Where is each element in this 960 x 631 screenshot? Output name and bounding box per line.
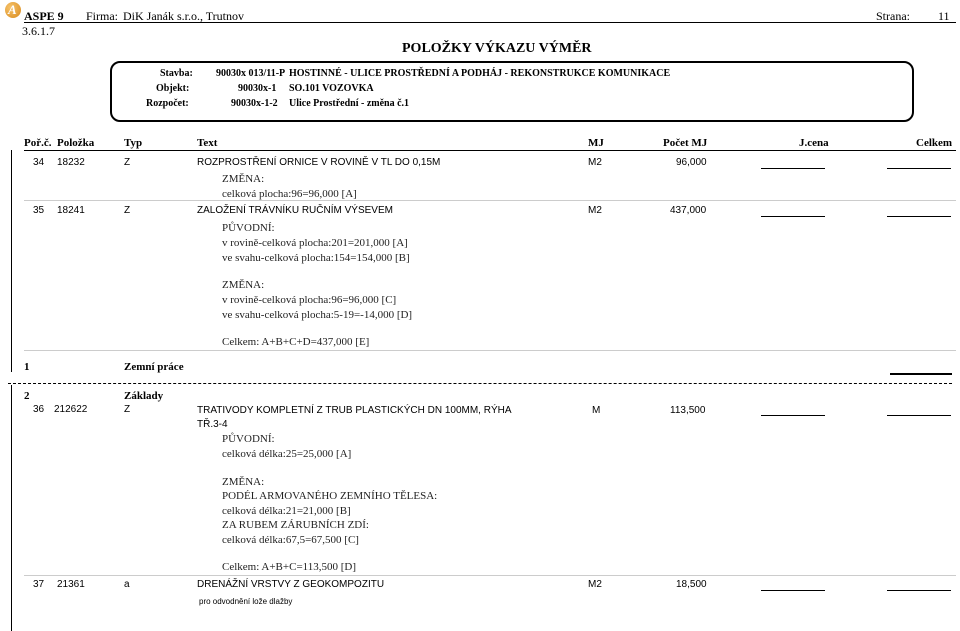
row35-polozka: 18241 (57, 205, 85, 216)
row35-text: ZALOŽENÍ TRÁVNÍKU RUČNÍM VÝSEVEM (197, 205, 393, 216)
row34-por: 34 (33, 157, 45, 168)
section-num: 2 (24, 390, 30, 402)
section-total-rule (890, 373, 952, 375)
header-rule (24, 22, 956, 23)
row-divider (24, 575, 956, 576)
row34-note: ZMĚNA: (222, 173, 265, 185)
row36-por: 36 (33, 404, 45, 415)
objekt-code: 90030x-1 (238, 83, 277, 94)
row37-por: 37 (33, 579, 45, 590)
row37-note: pro odvodnění lože dlažby (199, 597, 293, 606)
column-header-rule (24, 150, 956, 151)
row34-text: ROZPROSTŘENÍ ORNICE V ROVINĚ V TL DO 0,15M (197, 157, 441, 168)
row37-mj: M2 (588, 579, 602, 590)
firma-value: DiK Janák s.r.o., Trutnov (123, 9, 245, 23)
row-divider (24, 350, 956, 351)
row37-pocet: 18,500 (676, 579, 707, 590)
row36-note: Celkem: A+B+C=113,500 [D] (222, 561, 357, 573)
row34-polozka: 18232 (57, 157, 85, 168)
col-celkem: Celkem (916, 137, 953, 149)
row36-typ: Z (124, 404, 131, 415)
frame-left-2 (11, 385, 12, 631)
app-version: 3.6.1.7 (22, 24, 55, 38)
row35-typ: Z (124, 205, 131, 216)
row36-mj: M (592, 405, 601, 416)
row34-pocet: 96,000 (676, 157, 707, 168)
aspe-logo (5, 2, 21, 18)
row37-text: DRENÁŽNÍ VRSTVY Z GEOKOMPOZITU (197, 579, 385, 590)
section-name: Zemní práce (124, 361, 184, 373)
app-name: ASPE 9 (24, 9, 64, 23)
row35-mj: M2 (588, 205, 602, 216)
row36-polozka: 212622 (54, 404, 88, 415)
stavba-label: Stavba: (160, 68, 193, 79)
row35-pocet: 437,000 (670, 205, 707, 216)
row34-celkem-blank (887, 168, 951, 169)
col-text: Text (197, 137, 218, 149)
row35-note: ve svahu-celková plocha:154=154,000 [B] (222, 252, 410, 264)
row34-note: celková plocha:96=96,000 [A] (222, 188, 357, 200)
col-pocet: Počet MJ (663, 137, 708, 149)
section-separator (8, 383, 952, 384)
rozpocet-label: Rozpočet: (146, 98, 189, 109)
row-divider (24, 200, 956, 201)
firma-label: Firma: (86, 9, 118, 23)
logo-letter: A (8, 2, 17, 17)
row35-note: v rovině-celková plocha:201=201,000 [A] (222, 237, 408, 249)
row36-text-2: TŘ.3-4 (197, 419, 228, 430)
frame-left-1 (11, 150, 12, 372)
row36-note: PŮVODNÍ: (222, 433, 275, 445)
row34-jcena-blank (761, 168, 825, 169)
row36-jcena-blank (761, 415, 825, 416)
row35-por: 35 (33, 205, 45, 216)
row36-note: celková délka:25=25,000 [A] (222, 448, 352, 460)
row34-mj: M2 (588, 157, 602, 168)
stavba-name: HOSTINNÉ - ULICE PROSTŘEDNÍ A PODHÁJ - REKONSTRUKCE KOMUNIKACE (289, 68, 671, 79)
row34-typ: Z (124, 157, 131, 168)
row35-note: Celkem: A+B+C+D=437,000 [E] (222, 336, 370, 348)
row35-note: ZMĚNA: (222, 279, 265, 291)
row37-jcena-blank (761, 590, 825, 591)
rozpocet-code: 90030x-1-2 (231, 98, 278, 109)
row36-note: ZA RUBEM ZÁRUBNÍCH ZDÍ: (222, 519, 369, 531)
row36-pocet: 113,500 (670, 405, 706, 416)
row35-note: v rovině-celková plocha:96=96,000 [C] (222, 294, 397, 306)
row35-note: ve svahu-celková plocha:5-19=-14,000 [D] (222, 309, 413, 321)
row36-celkem-blank (887, 415, 951, 416)
row35-celkem-blank (887, 216, 951, 217)
row35-jcena-blank (761, 216, 825, 217)
stavba-code: 90030x 013/11-P (216, 68, 286, 79)
row35-note: PŮVODNÍ: (222, 222, 275, 234)
row37-polozka: 21361 (57, 579, 85, 590)
row36-note: celková délka:21=21,000 [B] (222, 505, 351, 517)
row37-celkem-blank (887, 590, 951, 591)
section-num: 1 (24, 361, 30, 373)
row36-note: ZMĚNA: (222, 476, 265, 488)
col-polozka: Položka (57, 137, 95, 149)
row37-typ: a (124, 579, 130, 590)
row36-note: PODÉL ARMOVANÉHO ZEMNÍHO TĚLESA: (222, 490, 438, 502)
strana-label: Strana: (876, 9, 910, 23)
strana-value: 11 (938, 9, 950, 23)
objekt-label: Objekt: (156, 83, 190, 94)
rozpocet-name: Ulice Prostřední - změna č.1 (289, 98, 410, 109)
col-jcena: J.cena (799, 137, 829, 149)
col-typ: Typ (124, 137, 143, 149)
col-por: Poř.č. (24, 137, 52, 149)
page-title: POLOŽKY VÝKAZU VÝMĚR (402, 41, 592, 56)
row36-text: TRATIVODY KOMPLETNÍ Z TRUB PLASTICKÝCH DN 100MM, RÝHA (197, 405, 512, 416)
objekt-name: SO.101 VOZOVKA (289, 83, 374, 94)
col-mj: MJ (588, 137, 604, 149)
row36-note: celková délka:67,5=67,500 [C] (222, 534, 359, 546)
section-name: Základy (124, 390, 164, 402)
